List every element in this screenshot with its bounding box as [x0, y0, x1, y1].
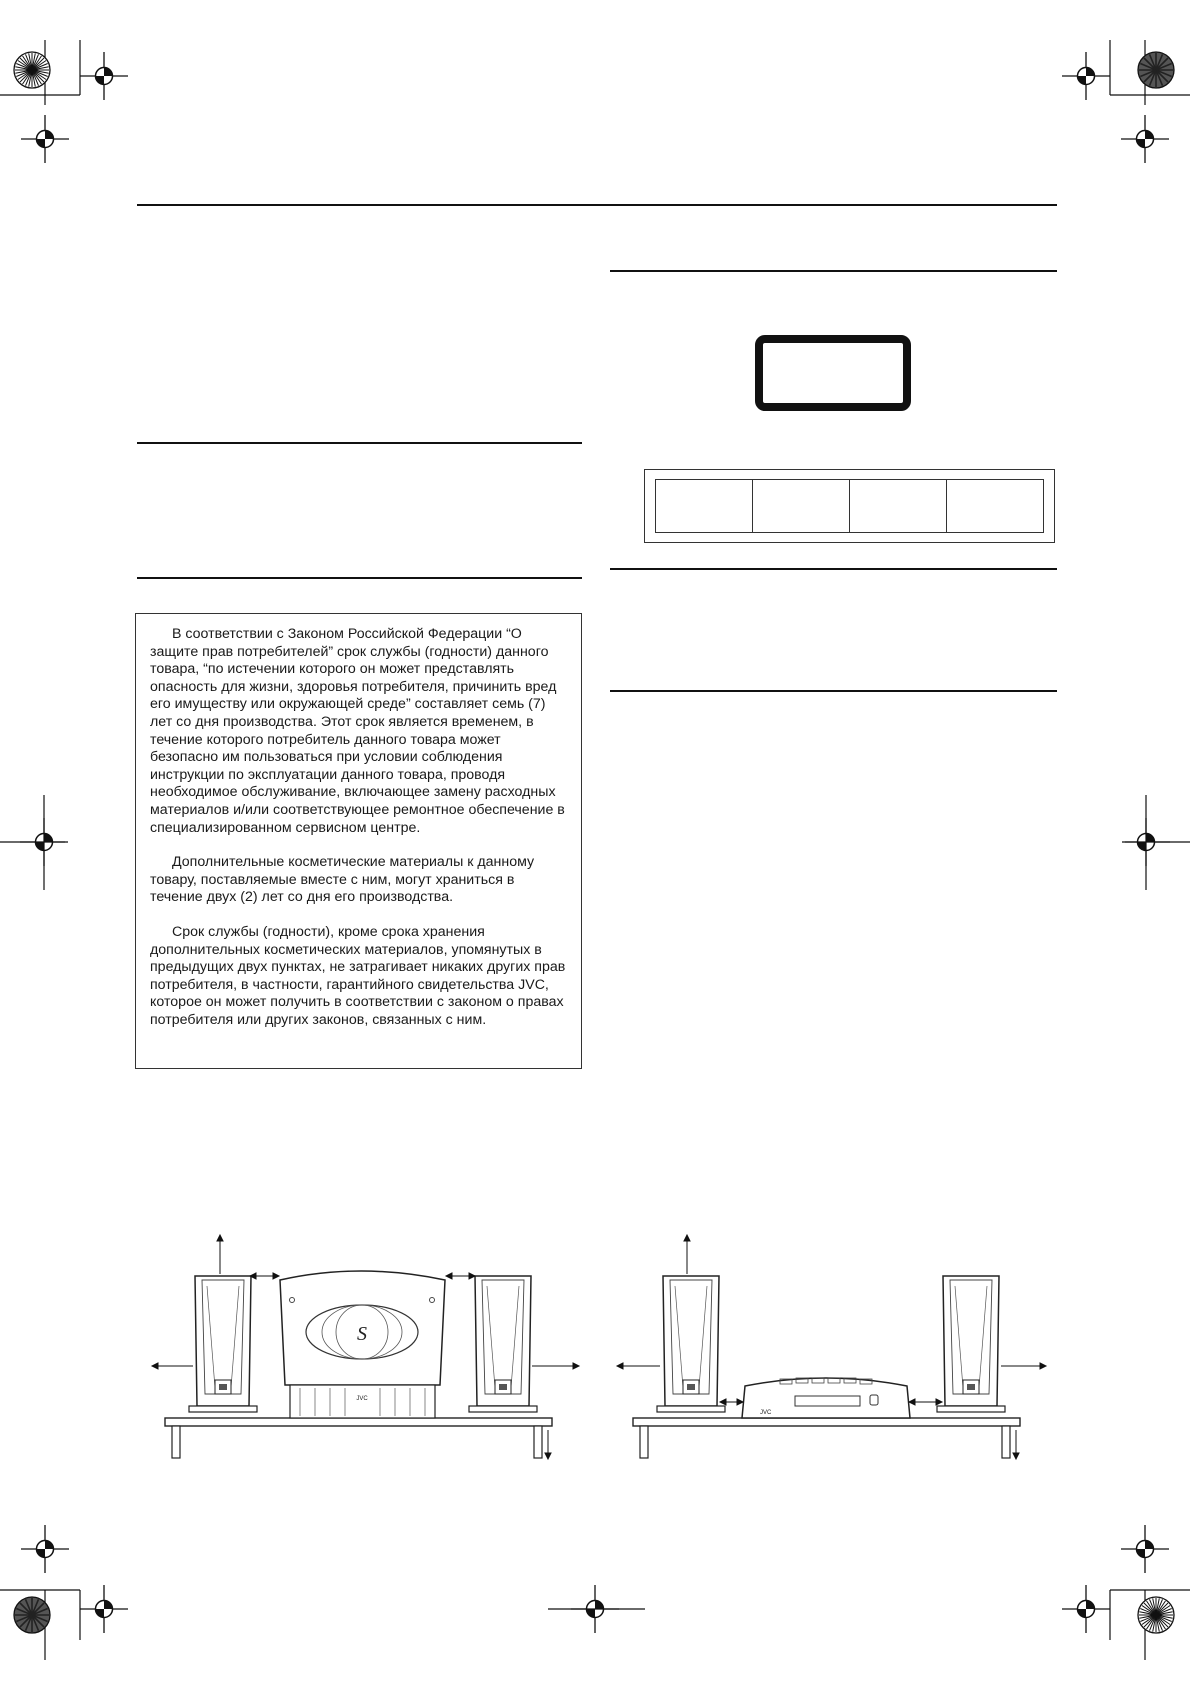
starburst-mark — [14, 1597, 50, 1633]
crop-marks — [0, 40, 1190, 1660]
registration-mark — [80, 52, 128, 100]
notice-paragraph-1: В соответствии с Законом Российской Федерации “О защите прав потребителей” срок службы (годности) данного товара, “по истечении которого он может представлять опасность для жизни, здоровья потребителя, причинить вред его имуществу или окружающей среде” составляет семь (7) лет со дня производства. Этот срок является временем, в течение которого потребитель данного товара может безопасно им пользоваться при условии соблюдения инструкции по эксплуатации данного товара, проводя необходимое обслуживание, включающее замену расходных материалов и/или соответствующее ремонтное обеспечение в специализированном сервисном центре. — [150, 626, 565, 836]
registration-mark — [21, 1525, 69, 1573]
placement-diagram-left — [152, 1235, 579, 1459]
emblem-label: S — [357, 1323, 367, 1345]
registration-mark — [1121, 115, 1169, 163]
right-speaker — [937, 1276, 1005, 1412]
brand-label: JVC — [760, 1410, 772, 1416]
brand-label: JVC — [356, 1396, 368, 1402]
starburst-mark — [1138, 1597, 1174, 1633]
registration-mark — [1062, 52, 1110, 100]
placement-diagram-right — [617, 1235, 1046, 1459]
registration-mark — [1121, 1525, 1169, 1573]
right-speaker — [469, 1276, 537, 1412]
notice-paragraph-3: Срок службы (годности), кроме срока хранения дополнительных косметических материалов, упомянутых в предыдущих двух пунктах, не затрагивает никаких других прав потребителя, в частности, гарантийного свидетельства JVC, которое он может получить в соответствии с законом о правах потребителя или других законов, связанных с ним. — [150, 923, 566, 1028]
left-speaker — [657, 1276, 725, 1412]
starburst-mark — [14, 52, 50, 88]
left-speaker — [189, 1276, 257, 1412]
starburst-mark — [1138, 52, 1174, 88]
registration-mark — [80, 1585, 128, 1633]
registration-mark — [1062, 1585, 1110, 1633]
registration-mark — [21, 115, 69, 163]
notice-paragraph-2: Дополнительные косметические материалы к данному товару, поставляемые вместе с ним, могут храниться в течение двух (2) лет со дня его производства. — [150, 854, 535, 906]
